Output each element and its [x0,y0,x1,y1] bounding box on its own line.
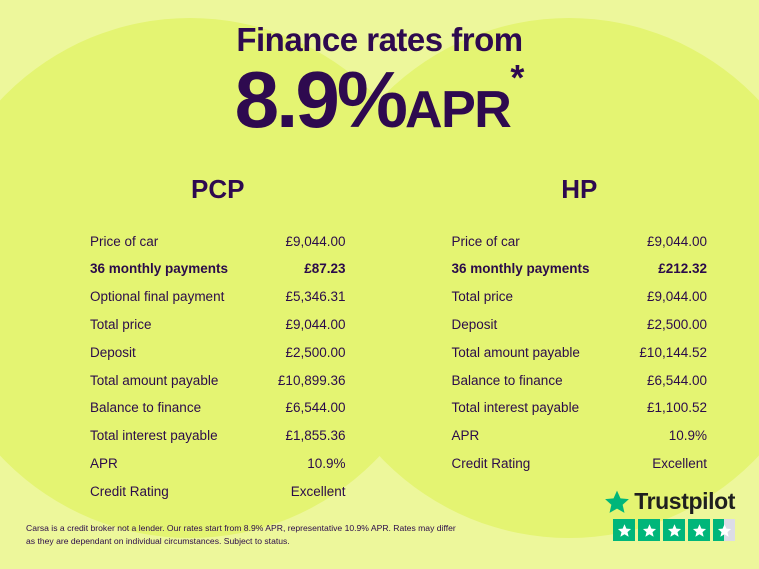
table-row [90,283,346,311]
headline-rate [0,55,759,145]
star-box-4 [688,519,710,541]
row-value: £1,100.52 [646,400,707,416]
row-label: 36 monthly payments [451,261,590,277]
table-row [90,422,346,450]
star-box-1 [613,519,635,541]
row-label: Deposit [451,317,498,333]
table-row [452,338,708,366]
trustpilot-star-boxes [604,519,735,541]
table-row [452,394,708,422]
row-label: Deposit [90,344,136,360]
table-row [452,255,708,283]
poster-footer [0,483,759,569]
table-row [90,366,346,394]
table-row [452,366,708,394]
row-value: £9,044.00 [646,289,707,305]
row-label: Optional final payment [90,289,225,305]
row-label: Total amount payable [451,344,580,360]
trustpilot-star-icon [604,489,630,515]
row-label: Total interest payable [90,428,218,444]
table-row [452,422,708,450]
row-label: Total price [451,289,514,305]
star-box-3 [663,519,685,541]
row-label: Total price [90,317,152,333]
star-box-2 [638,519,660,541]
row-label: Credit Rating [90,483,169,499]
row-value: £9,044.00 [285,233,346,249]
row-value: £1,855.36 [285,428,346,444]
page-title: Finance rates from [236,21,523,58]
rate-apr-label: APR [405,81,511,140]
row-value: Excellent [652,455,707,471]
rate-asterisk: * [510,57,525,99]
row-label: Balance to finance [90,400,202,416]
table-row [452,283,708,311]
star-box-5-half [713,519,735,541]
table-row [90,311,346,339]
row-label: Total amount payable [90,372,219,388]
disclaimer-text: Carsa is a credit broker not a lender. Our rates start from 8.9% APR, representative 10.9% APR. Rates may differ as they are dependant on individual circumstances. Subject to status. [26,523,456,546]
row-label: APR [451,428,480,444]
row-value: £2,500.00 [285,344,346,360]
row-value: £2,500.00 [646,317,707,333]
row-value: £10,899.36 [277,372,346,388]
row-label: 36 monthly payments [90,261,229,277]
row-label: Total interest payable [451,400,580,416]
row-value: £6,544.00 [646,372,707,388]
row-value: £6,544.00 [285,400,346,416]
finance-column-hp [380,174,736,505]
row-label: Balance to finance [451,372,563,388]
row-label: Price of car [451,233,520,249]
finance-comparison-columns [0,174,759,505]
column-title-pcp: PCP [191,174,245,205]
table-row [90,394,346,422]
trustpilot-logo [604,488,735,515]
trustpilot-rating[interactable] [604,488,735,541]
row-label: Price of car [90,233,159,249]
table-row [90,255,346,283]
row-label: Credit Rating [451,455,531,471]
rate-percent: 8.9% [234,55,406,145]
table-row [90,227,346,255]
table-row [452,450,708,478]
row-value: £10,144.52 [639,344,707,360]
row-value: Excellent [290,483,346,499]
row-value: £212.32 [658,261,707,277]
row-value: 10.9% [668,428,707,444]
table-row [90,338,346,366]
row-value: £9,044.00 [646,233,707,249]
row-value: £5,346.31 [285,289,346,305]
row-label: APR [90,455,118,471]
row-value: £9,044.00 [285,317,346,333]
column-title-hp: HP [561,174,598,205]
table-row [90,450,346,478]
trustpilot-wordmark: Trustpilot [634,488,735,514]
table-row [452,311,708,339]
row-value: 10.9% [307,455,346,471]
row-value: £87.23 [304,261,346,277]
table-row [452,227,708,255]
finance-column-pcp [24,174,380,505]
